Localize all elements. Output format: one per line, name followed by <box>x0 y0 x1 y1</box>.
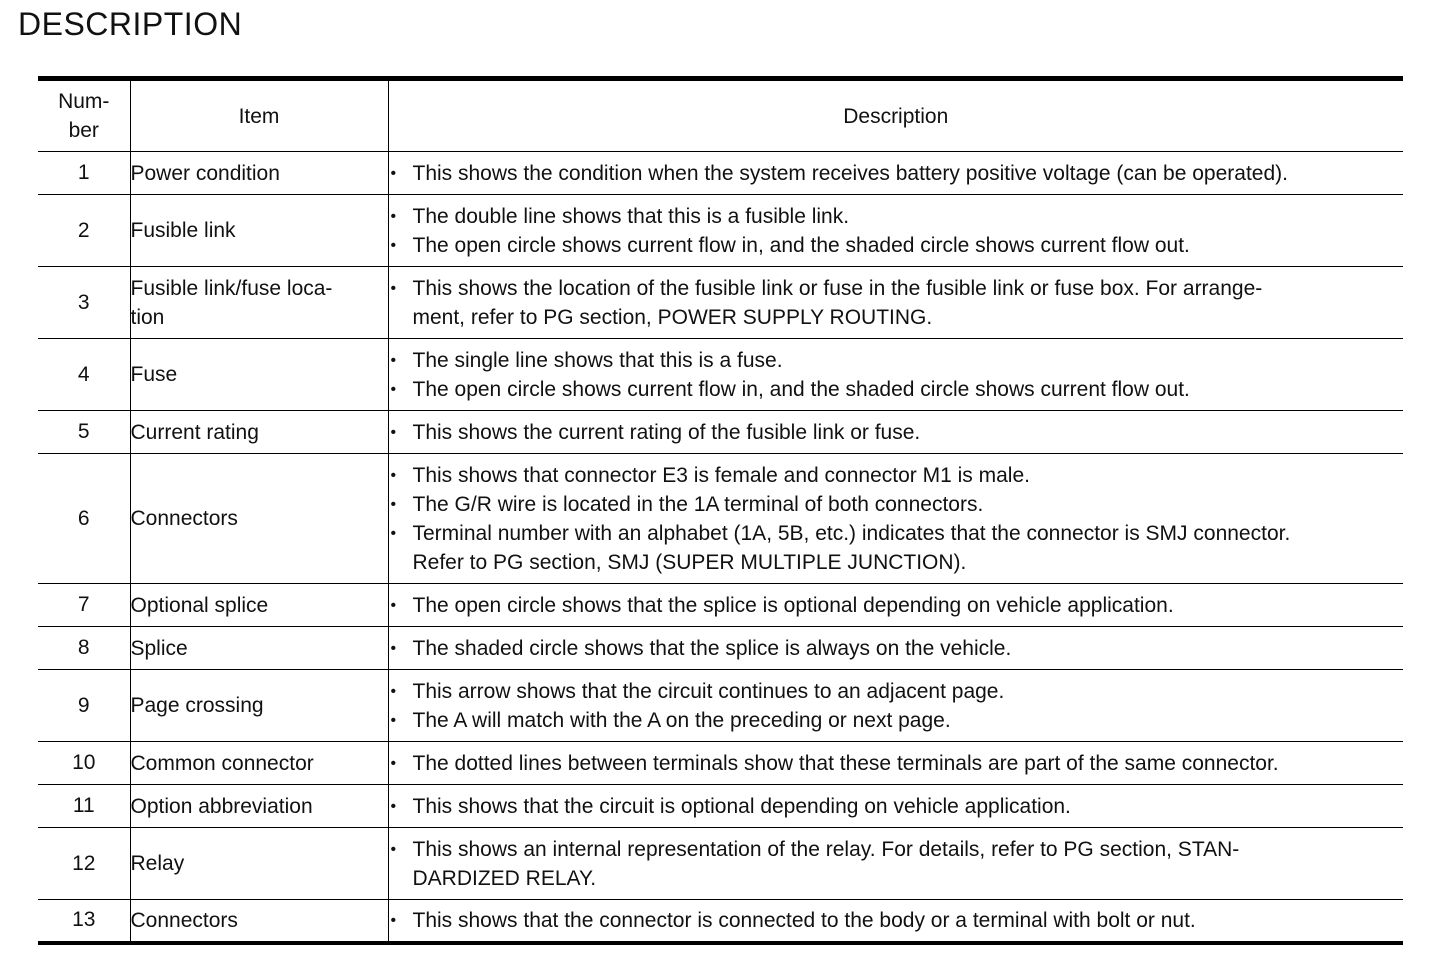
row-description <box>388 339 1403 411</box>
table-row <box>38 267 1403 339</box>
bullet-list <box>389 418 1404 447</box>
row-item-line: Page crossing <box>130 694 264 717</box>
row-item-line: tion <box>130 305 165 329</box>
bullet-list <box>389 159 1404 188</box>
bullet-text-line: • The dotted lines between terminals show that these terminals are part of the same connector. <box>412 751 1279 775</box>
bullet-text-line: • This arrow shows that the circuit continues to an adjacent page. <box>412 679 1005 703</box>
bullet-text-line: • This shows that the connector is connected to the body or a terminal with bolt or nut. <box>412 908 1196 932</box>
row-item <box>130 584 388 627</box>
bullet-text-line: • This shows the current rating of the fusible link or fuse. <box>412 420 921 444</box>
table-row <box>38 670 1403 742</box>
row-number: 8 <box>38 627 130 670</box>
row-item-line: Option abbreviation <box>130 794 313 818</box>
bullet-list <box>389 792 1404 821</box>
bullet-list <box>389 634 1404 663</box>
bullet-item <box>389 346 1404 375</box>
table-row <box>38 627 1403 670</box>
description-table <box>38 76 1403 945</box>
bullet-item <box>389 274 1404 332</box>
row-item <box>130 785 388 828</box>
row-description <box>388 900 1403 943</box>
row-number: 13 <box>38 900 130 943</box>
bullet-text-line: Refer to PG section, SMJ (SUPER MULTIPLE JUNCTION). <box>412 550 967 574</box>
row-item <box>130 627 388 670</box>
row-description <box>388 584 1403 627</box>
table-body <box>38 152 1403 943</box>
row-number: 12 <box>38 828 130 900</box>
table-row <box>38 152 1403 195</box>
bullet-list <box>389 749 1404 778</box>
page-title: DESCRIPTION <box>18 6 243 42</box>
row-item-line: Relay <box>130 852 185 875</box>
bullet-item <box>389 677 1404 706</box>
row-description <box>388 454 1403 584</box>
bullet-item <box>389 490 1404 519</box>
bullet-list <box>389 461 1404 577</box>
row-number: 7 <box>38 584 130 627</box>
row-item-line: Common connector <box>130 751 314 775</box>
bullet-item <box>389 231 1404 260</box>
bullet-text-line: • The single line shows that this is a fuse. <box>412 348 783 372</box>
header-item: Item <box>130 79 388 152</box>
row-item-line: Fuse <box>130 363 178 386</box>
row-number: 6 <box>38 454 130 584</box>
row-number: 10 <box>38 742 130 785</box>
row-description <box>388 627 1403 670</box>
row-item <box>130 900 388 943</box>
bullet-text-line: • This shows that connector E3 is female and connector M1 is male. <box>412 463 1030 487</box>
header-number-line1: Num- <box>58 90 110 113</box>
bullet-text-line: ment, refer to PG section, POWER SUPPLY ROUTING. <box>412 305 933 329</box>
bullet-item <box>389 375 1404 404</box>
row-item-line: Connectors <box>130 908 238 932</box>
bullet-item <box>389 591 1404 620</box>
bullet-list <box>389 591 1404 620</box>
bullet-list <box>389 677 1404 735</box>
row-number: 2 <box>38 195 130 267</box>
header-description: Description <box>843 104 949 128</box>
bullet-text-line: • The open circle shows current flow in, and the shaded circle shows current flow out. <box>412 233 1190 257</box>
row-item <box>130 195 388 267</box>
row-number: 11 <box>38 785 130 828</box>
bullet-list <box>389 202 1404 260</box>
row-item <box>130 267 388 339</box>
table-row <box>38 900 1403 943</box>
table-row <box>38 195 1403 267</box>
row-item <box>130 152 388 195</box>
row-description <box>388 152 1403 195</box>
row-item-line: Splice <box>130 636 188 660</box>
row-item <box>130 742 388 785</box>
bullet-item <box>389 835 1404 893</box>
bullet-text-line: DARDIZED RELAY. <box>412 866 597 890</box>
row-description <box>388 411 1403 454</box>
row-description <box>388 742 1403 785</box>
row-item-line: Fusible link/fuse loca- <box>130 276 333 300</box>
table-row <box>38 584 1403 627</box>
row-item <box>130 454 388 584</box>
bullet-item <box>389 461 1404 490</box>
row-number: 3 <box>38 267 130 339</box>
table-header-row <box>38 79 1403 152</box>
bullet-text-line: • The open circle shows current flow in, and the shaded circle shows current flow out. <box>412 377 1190 401</box>
bullet-item <box>389 706 1404 735</box>
bullet-list <box>389 346 1404 404</box>
row-description <box>388 785 1403 828</box>
header-number <box>38 79 130 152</box>
row-description <box>388 828 1403 900</box>
row-description <box>388 670 1403 742</box>
bullet-item <box>389 159 1404 188</box>
row-number: 5 <box>38 411 130 454</box>
table-row <box>38 339 1403 411</box>
bullet-item <box>389 749 1404 778</box>
bullet-text-line: • The open circle shows that the splice is optional depending on vehicle application. <box>412 593 1174 617</box>
header-number-line2: ber <box>68 119 99 142</box>
bullet-text-line: • This shows the location of the fusible link or fuse in the fusible link or fuse box. For arrange- <box>412 276 1263 300</box>
table-row <box>38 411 1403 454</box>
bullet-item <box>389 202 1404 231</box>
bullet-item <box>389 906 1404 935</box>
bullet-text-line: • This shows the condition when the system receives battery positive voltage (can be operated). <box>412 161 1288 185</box>
row-item-line: Power condition <box>130 161 280 185</box>
table-row <box>38 742 1403 785</box>
bullet-item <box>389 634 1404 663</box>
bullet-text-line: • Terminal number with an alphabet (1A, 5B, etc.) indicates that the connector is SMJ connector. <box>412 521 1291 545</box>
bullet-item <box>389 418 1404 447</box>
row-item <box>130 411 388 454</box>
row-item <box>130 339 388 411</box>
row-description <box>388 195 1403 267</box>
table-row <box>38 785 1403 828</box>
table-row <box>38 828 1403 900</box>
row-number: 4 <box>38 339 130 411</box>
bullet-text-line: • The A will match with the A on the preceding or next page. <box>412 708 951 732</box>
row-description <box>388 267 1403 339</box>
bullet-text-line: • The shaded circle shows that the splice is always on the vehicle. <box>412 636 1012 660</box>
bullet-item <box>389 519 1404 577</box>
bullet-text-line: • This shows that the circuit is optional depending on vehicle application. <box>412 794 1071 818</box>
row-item-line: Fusible link <box>130 219 236 242</box>
row-number: 1 <box>38 152 130 195</box>
table-row <box>38 454 1403 584</box>
bullet-item <box>389 792 1404 821</box>
row-item <box>130 828 388 900</box>
bullet-list <box>389 906 1404 935</box>
bullet-text-line: • This shows an internal representation of the relay. For details, refer to PG section, STAN- <box>412 837 1240 861</box>
row-item-line: Current rating <box>130 420 259 444</box>
row-number: 9 <box>38 670 130 742</box>
row-item-line: Optional splice <box>130 593 269 617</box>
row-item-line: Connectors <box>130 507 238 530</box>
bullet-text-line: • The double line shows that this is a fusible link. <box>412 204 850 228</box>
row-item <box>130 670 388 742</box>
bullet-text-line: • The G/R wire is located in the 1A terminal of both connectors. <box>412 492 984 516</box>
bullet-list <box>389 835 1404 893</box>
bullet-list <box>389 274 1404 332</box>
